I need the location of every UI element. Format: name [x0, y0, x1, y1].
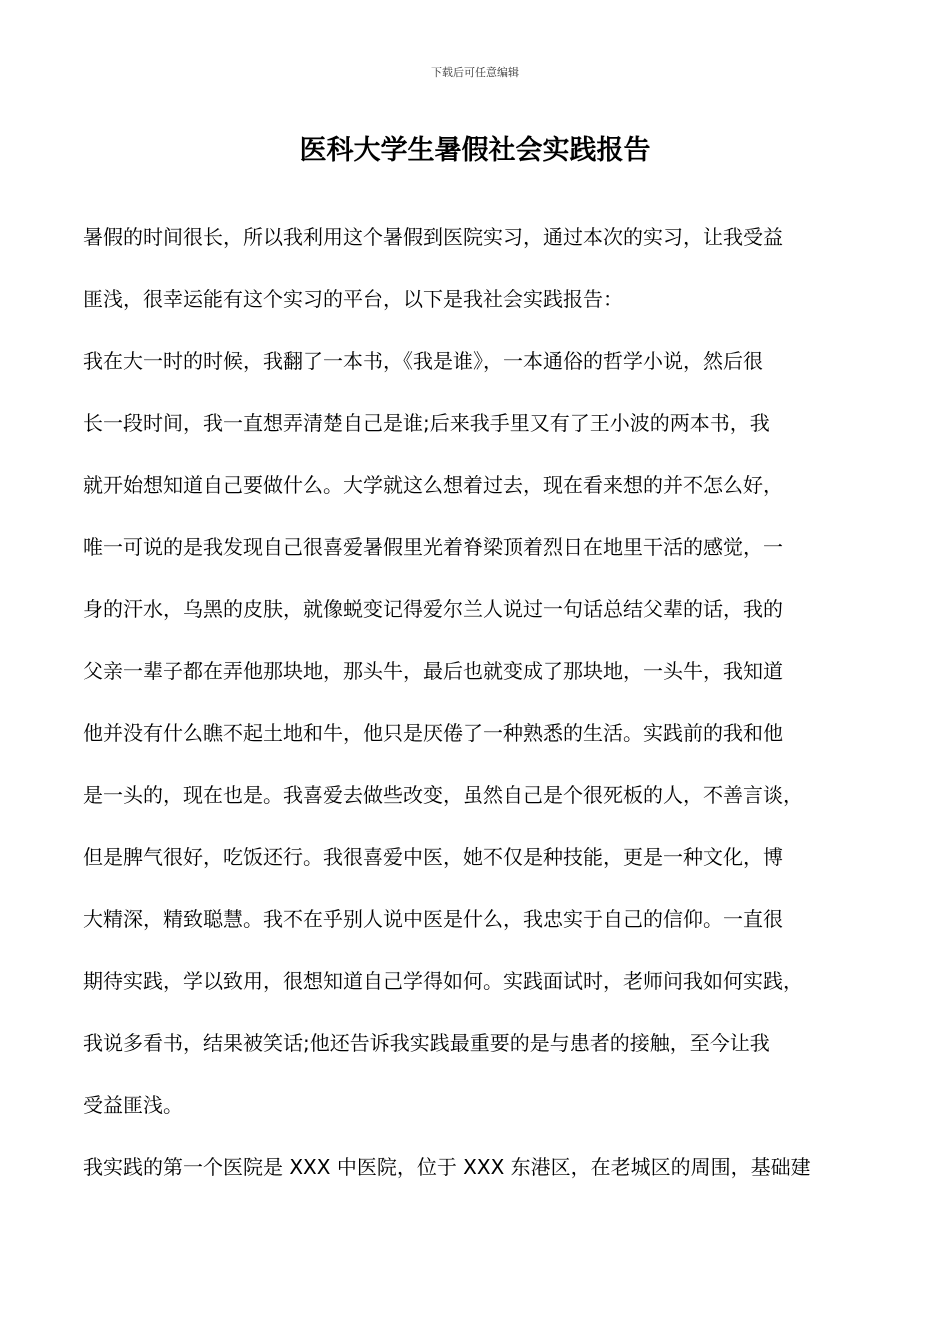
text-line: 他并没有什么瞧不起土地和牛，他只是厌倦了一种熟悉的生活。实践前的我和他	[83, 721, 783, 745]
text-line: 大精深，精致聪慧。我不在乎别人说中医是什么，我忠实于自己的信仰。一直很	[83, 907, 783, 931]
line-spacer	[83, 749, 873, 780]
line-spacer	[83, 563, 873, 594]
text-line: 唯一可说的是我发现自己很喜爱暑假里光着脊梁顶着烈日在地里干活的感觉，一	[83, 535, 783, 559]
line-spacer	[83, 873, 873, 904]
line-spacer	[83, 501, 873, 532]
text-line: 父亲一辈子都在弄他那块地，那头牛，最后也就变成了那块地，一头牛，我知道	[83, 659, 783, 683]
text-line: 就开始想知道自己要做什么。大学就这么想着过去，现在看来想的并不怎么好，	[83, 473, 783, 497]
line-spacer	[83, 811, 873, 842]
line-spacer	[83, 1059, 873, 1090]
text-line: 我在大一时的时候，我翻了一本书，《我是谁》，一本通俗的哲学小说，然后很	[83, 349, 763, 373]
line-spacer	[83, 377, 873, 408]
text-line: 受益匪浅。	[83, 1093, 183, 1117]
line-spacer	[83, 687, 873, 718]
paragraph-intro	[83, 222, 873, 315]
line-spacer	[83, 935, 873, 966]
document-body	[83, 222, 873, 1183]
document-title: 医科大学生暑假社会实践报告	[299, 135, 651, 166]
header-note: 下载后可任意编辑	[431, 66, 519, 79]
text-line: 期待实践，学以致用，很想知道自己学得如何。实践面试时，老师问我如何实践，	[83, 969, 803, 993]
text-line: 是一头的，现在也是。我喜爱去做些改变，虽然自己是个很死板的人，不善言谈，	[83, 783, 803, 807]
line-spacer	[83, 997, 873, 1028]
paragraph-reflection	[83, 346, 873, 1121]
text-line: 匪浅，很幸运能有这个实习的平台，以下是我社会实践报告：	[83, 287, 623, 311]
text-line: 长一段时间，我一直想弄清楚自己是谁;后来我手里又有了王小波的两本书，我	[83, 411, 770, 435]
text-line: 身的汗水，乌黑的皮肤，就像蜕变记得爱尔兰人说过一句话总结父辈的话，我的	[83, 597, 783, 621]
paragraph-hospital	[83, 1152, 873, 1183]
text-line: 但是脾气很好，吃饭还行。我很喜爱中医，她不仅是种技能，更是一种文化，博	[83, 845, 783, 869]
line-spacer	[83, 625, 873, 656]
line-spacer	[83, 439, 873, 470]
text-line: 我说多看书，结果被笑话;他还告诉我实践最重要的是与患者的接触，至今让我	[83, 1031, 770, 1055]
text-line: 我实践的第一个医院是 XXX 中医院，位于 XXX 东港区，在老城区的周围，基础建	[83, 1155, 811, 1179]
text-line: 暑假的时间很长，所以我利用这个暑假到医院实习，通过本次的实习，让我受益	[83, 225, 783, 249]
